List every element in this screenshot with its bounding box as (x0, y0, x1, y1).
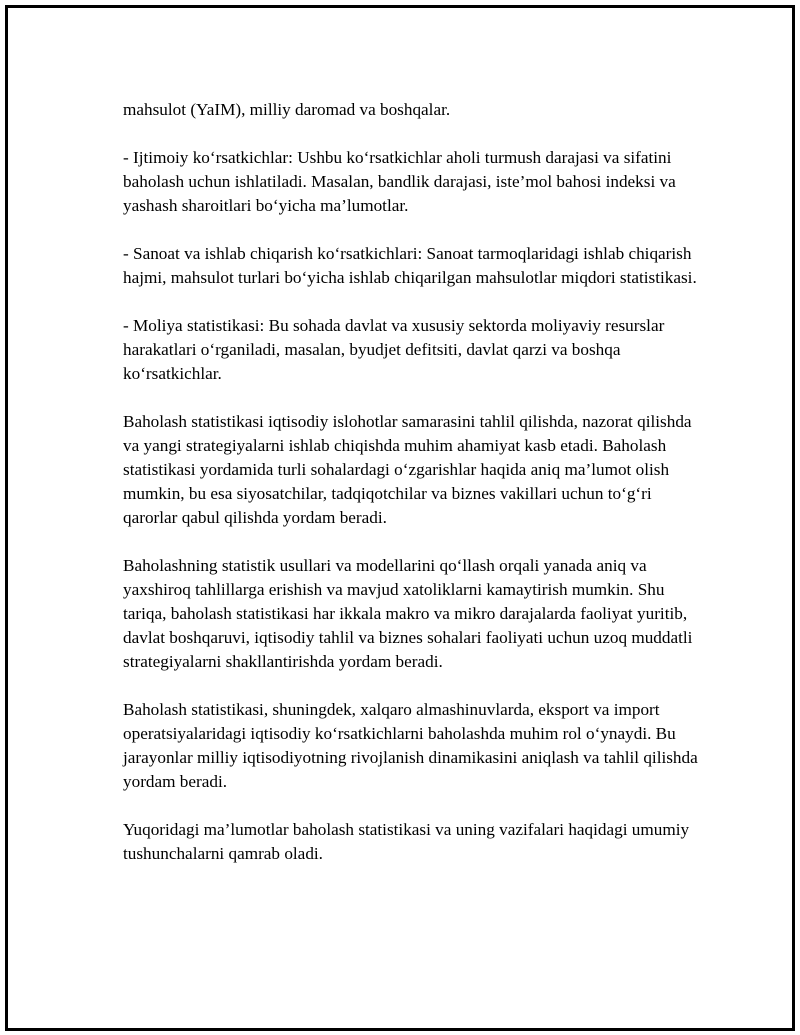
paragraph-evaluation-role: Baholash statistikasi iqtisodiy islohotlar samarasini tahlil qilishda, nazorat qilishda va yangi strategiyalarni ishlab chiqishda muhim ahamiyat kasb etadi. Baholash statistikasi yordamida turli sohalardagi o‘zgarishlar haqida aniq ma’lumot olish mumkin, bu esa siyosatchilar, tadqiqotchilar va biznes vakillari uchun to‘g‘ri qarorlar qabul qilishda yordam beradi. (123, 412, 692, 527)
paragraph-industry-indicators: - Sanoat va ishlab chiqarish ko‘rsatkichlari: Sanoat tarmoqlaridagi ishlab chiqarish hajmi, mahsulot turlari bo‘yicha ishlab chiqarilgan mahsulotlar miqdori statistikasi. (123, 244, 697, 287)
page-frame (5, 5, 795, 1031)
paragraph-international-exchange: Baholash statistikasi, shuningdek, xalqaro almashinuvlarda, eksport va import operatsiyalaridagi iqtisodiy ko‘rsatkichlarni baholashda muhim rol o‘ynaydi. Bu jarayonlar milliy iqtisodiyotning rivojlanish dinamikasini aniqlash va tahlil qilishda yordam beradi. (123, 700, 698, 791)
document-body (123, 98, 703, 890)
paragraph-conclusion: Yuqoridagi ma’lumotlar baholash statistikasi va uning vazifalari haqidagi umumiy tushunchalarni qamrab oladi. (123, 820, 690, 863)
paragraph-social-indicators: - Ijtimoiy ko‘rsatkichlar: Ushbu ko‘rsatkichlar aholi turmush darajasi va sifatini baholash uchun ishlatiladi. Masalan, bandlik darajasi, iste’mol bahosi indeksi va yashash sharoitlari bo‘yicha ma’lumotlar. (123, 148, 676, 215)
paragraph-finance-statistics: - Moliya statistikasi: Bu sohada davlat va xususiy sektorda moliyaviy resurslar harakatlari o‘rganiladi, masalan, byudjet defitsiti, davlat qarzi va boshqa ko‘rsatkichlar. (123, 316, 665, 383)
paragraph-statistical-methods: Baholashning statistik usullari va modellarini qo‘llash orqali yanada aniq va yaxshiroq tahlillarga erishish va mavjud xatoliklarni kamaytirish mumkin. Shu tariqa, baholash statistikasi har ikkala makro va mikro darajalarda faoliyat yuritib, davlat boshqaruvi, iqtisodiy tahlil va biznes sohalari faoliyati uchun uzoq muddatli strategiyalarni shakllantirishda yordam beradi. (123, 556, 693, 671)
paragraph-continuation: mahsulot (YaIM), milliy daromad va boshqalar. (123, 100, 451, 119)
